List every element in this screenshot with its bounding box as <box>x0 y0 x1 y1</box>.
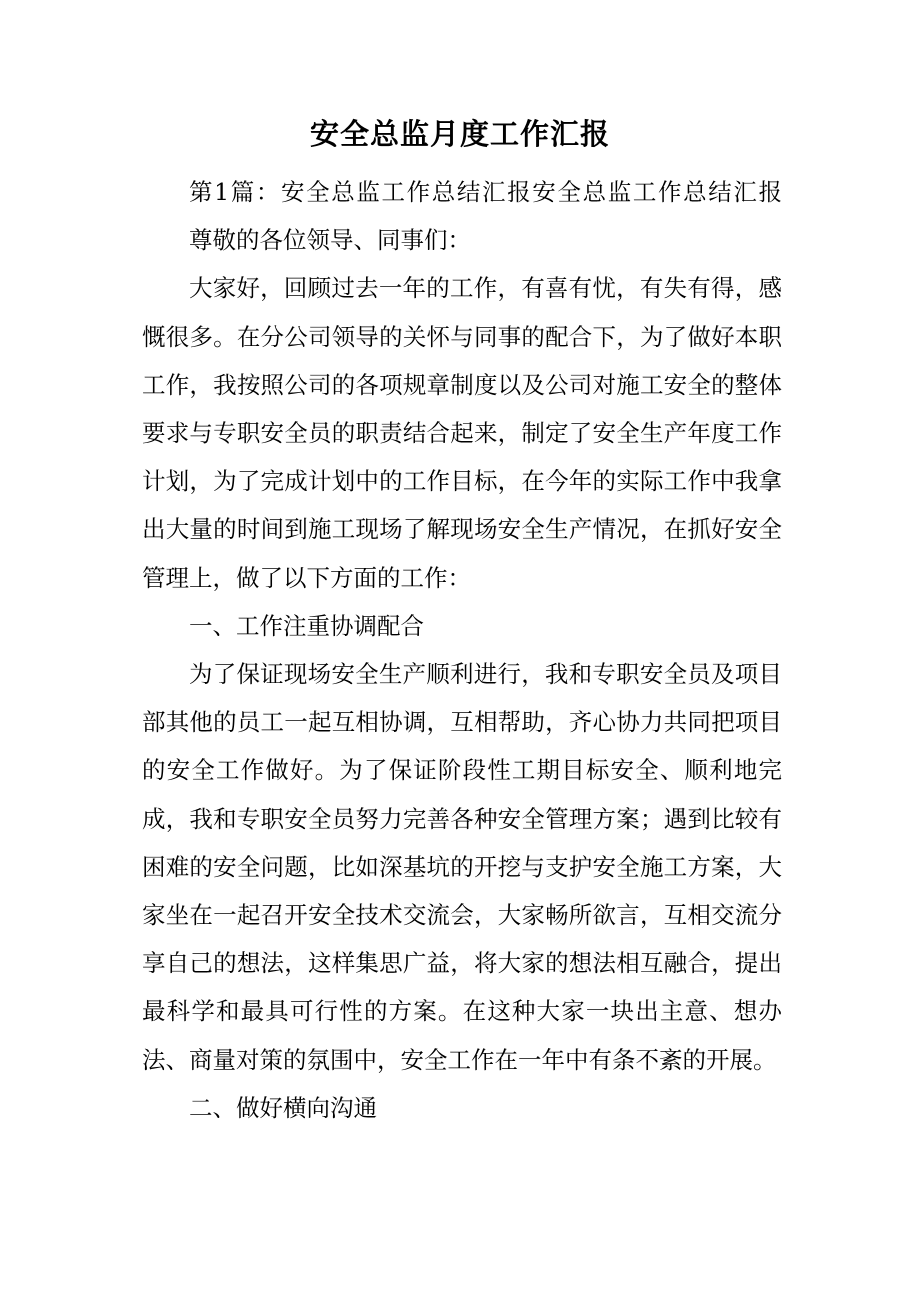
section-heading-2: 二、做好横向沟通 <box>189 1093 377 1122</box>
paragraph-intro: 大家好，回顾过去一年的工作，有喜有忧，有失有得，感慨很多。在分公司领导的关怀与同事的配合下，为了做好本职工作，我按照公司的各项规章制度以及公司对施工安全的整体要求与专职安全员的职责结合起来，制定了安全生产年度工作计划，为了完成计划中的工作目标，在今年的实际工作中我拿出大量的时间到施工现场了解现场安全生产情况，在抓好安全管理上，做了以下方面的工作： <box>142 274 782 592</box>
salutation: 尊敬的各位领导、同事们： <box>189 226 471 255</box>
paragraph-coordination: 为了保证现场安全生产顺利进行，我和专职安全员及项目部其他的员工一起互相协调，互相帮助，齐心协力共同把项目的安全工作做好。为了保证阶段性工期目标安全、顺利地完成，我和专职安全员努力完善各种安全管理方案；遇到比较有困难的安全问题，比如深基坑的开挖与支护安全施工方案，大家坐在一起召开安全技术交流会，大家畅所欲言，互相交流分享自己的想法，这样集思广益，将大家的想法相互融合，提出最科学和最具可行性的方案。在这种大家一块出主意、想办法、商量对策的氛围中，安全工作在一年中有条不紊的开展。 <box>142 660 782 1074</box>
chapter-heading: 第1篇：安全总监工作总结汇报安全总监工作总结汇报 <box>189 178 782 206</box>
section-heading-1: 一、工作注重协调配合 <box>189 611 424 640</box>
document-title: 安全总监月度工作汇报 <box>309 117 610 151</box>
document-body <box>142 168 782 1132</box>
